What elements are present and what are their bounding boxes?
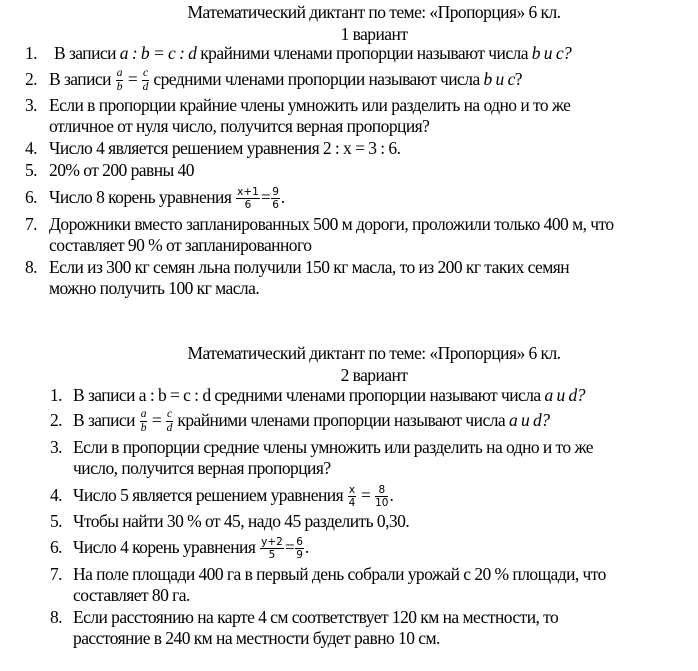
fraction: [236, 187, 260, 211]
item-number: 8.: [49, 607, 62, 627]
fraction-numerator: 8: [375, 485, 388, 498]
item-text: Число 8 корень уравнения: [49, 187, 236, 207]
equals-sign: =: [360, 485, 371, 505]
equals-sign: =: [260, 187, 271, 207]
item-text-line-1: Дорожники вместо запланированных 500 м дороги, проложили только 400 м, что: [49, 214, 614, 234]
item-number: 8.: [24, 257, 37, 277]
fraction-denominator: d: [166, 422, 172, 435]
item-text: .: [389, 485, 394, 505]
item-text: крайними членами пропорции называют числа: [196, 43, 532, 63]
item-number: 3.: [49, 437, 62, 457]
item-text-line-2: отличное от нуля число, получится верная пропорция?: [49, 116, 430, 136]
item-variables: b и c: [483, 69, 515, 89]
item-text-line-2: можно получить 100 кг масла.: [49, 278, 260, 298]
fraction-numerator: 6: [296, 535, 303, 548]
fraction: [375, 485, 388, 509]
fraction-denominator: 6: [244, 199, 252, 212]
item-number: 2.: [24, 69, 37, 89]
item-text: средними членами пропорции называют числа: [149, 69, 484, 89]
variant-2-title: Математический диктант по теме: «Пропорция» 6 кл.: [187, 343, 561, 363]
item-variables: b и c?: [531, 43, 572, 63]
item-number: 3.: [24, 95, 37, 115]
variant-1-subtitle: 1 вариант: [340, 24, 408, 44]
item-text-line-2: составляет 90 % от запланированного: [49, 235, 312, 255]
fraction-denominator: d: [142, 81, 148, 94]
proportion-expression: a : b = c : d: [119, 43, 197, 63]
item-text: Число 4 является решением уравнения 2 : х = 3 : 6.: [49, 138, 401, 158]
item-number: 1.: [49, 385, 62, 405]
fraction-denominator: 5: [268, 549, 276, 562]
item-text: В записи а : b = c : d средними членами пропорции называют числа: [73, 385, 545, 405]
item-text-line-2: число, получится верная пропорция?: [73, 458, 331, 478]
fraction: [166, 409, 173, 435]
fraction-denominator: 6: [272, 199, 279, 212]
item-text: Число 4 корень уравнения: [73, 537, 260, 557]
item-number: 5.: [49, 511, 62, 531]
fraction-numerator: a: [116, 68, 123, 82]
item-text: .: [304, 537, 309, 557]
item-text-line-1: Если расстоянию на карте 4 см соответствует 120 км на местности, то: [73, 607, 559, 627]
fraction: [140, 409, 147, 435]
item-text: В записи: [73, 410, 139, 430]
item-number: 5.: [24, 160, 37, 180]
fraction-numerator: x: [348, 483, 356, 496]
fraction-numerator: a: [140, 409, 147, 423]
item-number: 4.: [49, 485, 62, 505]
item-number: 4.: [24, 138, 37, 158]
fraction-numerator: c: [142, 68, 149, 82]
fraction-denominator: b: [116, 81, 122, 94]
equals-sign: =: [127, 69, 138, 89]
item-number: 6.: [49, 537, 62, 557]
equals-sign: =: [151, 410, 162, 430]
item-text: крайними членами пропорции называют числа: [173, 410, 509, 430]
item-number: 2.: [49, 410, 62, 430]
item-number: 7.: [24, 214, 37, 234]
fraction-numerator: c: [166, 409, 173, 423]
item-text: ?: [514, 69, 523, 89]
item-text-line-2: составляет 80 га.: [73, 585, 190, 605]
item-variables: a и d?: [508, 410, 550, 430]
item-number: 7.: [49, 564, 62, 584]
item-text: В записи: [49, 69, 115, 89]
item-text: В записи: [54, 43, 120, 63]
item-text: 20% от 200 равны 40: [49, 160, 194, 180]
fraction-denominator: 4: [348, 497, 356, 510]
item-number: 1.: [24, 43, 37, 63]
fraction: [260, 537, 284, 561]
item-text-line-1: На поле площади 400 га в первый день собрали урожай с 20 % площади, что: [73, 564, 606, 584]
item-text-line-2: расстояние в 240 км на местности будет равно 10 см.: [73, 628, 440, 648]
fraction: [271, 187, 280, 211]
fraction-denominator: b: [140, 422, 146, 435]
fraction: [142, 68, 149, 94]
item-text-line-1: Если в пропорции средние члены умножить или разделить на одно и то же: [73, 437, 593, 457]
fraction: [295, 537, 304, 561]
item-text: .: [280, 187, 285, 207]
fraction: [348, 485, 356, 509]
fraction: [116, 68, 123, 94]
fraction-numerator: 9: [272, 185, 279, 198]
item-text-line-1: Если из 300 кг семян льна получили 150 кг масла, то из 200 кг таких семян: [49, 257, 570, 277]
item-variables: a и d?: [544, 385, 585, 405]
fraction-numerator: y+2: [261, 535, 283, 548]
fraction-denominator: 10: [375, 497, 389, 510]
item-number: 6.: [24, 187, 37, 207]
variant-2-subtitle: 2 вариант: [340, 365, 408, 385]
item-text: Чтобы найти 30 % от 45, надо 45 разделить 0,30.: [73, 511, 410, 531]
item-text: Число 5 является решением уравнения: [73, 485, 347, 505]
fraction-denominator: 9: [296, 549, 303, 562]
equals-sign: =: [284, 537, 295, 557]
fraction-numerator: x+1: [237, 185, 259, 198]
variant-1-title: Математический диктант по теме: «Пропорция» 6 кл.: [187, 2, 561, 22]
item-text-line-1: Если в пропорции крайние члены умножить или разделить на одно и то же: [49, 95, 571, 115]
